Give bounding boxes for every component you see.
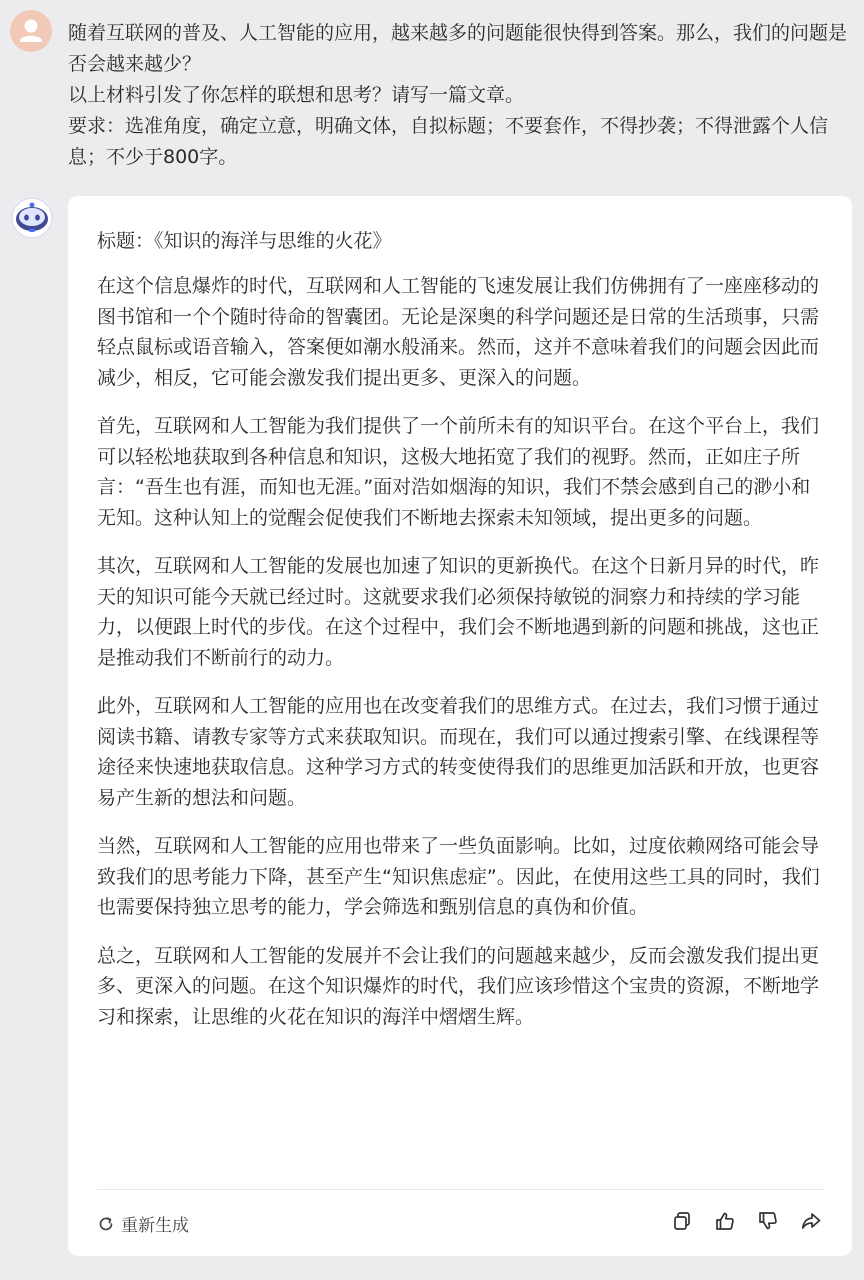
regenerate-button[interactable] xyxy=(97,1211,189,1236)
user-silhouette-icon xyxy=(10,10,52,52)
essay-paragraph: 总之，互联网和人工智能的发展并不会让我们的问题越来越少，反而会激发我们提出更多、更深入的问题。在这个知识爆炸的时代，我们应该珍惜这个宝贵的资源，不断地学习和探索，让思维的火花在知识的海洋中熠熠生辉。 xyxy=(97,944,820,1028)
user-paragraph: 以上材料引发了你怎样的联想和思考？请写一篇文章。 xyxy=(68,84,525,106)
dislike-button[interactable] xyxy=(757,1210,779,1232)
essay-paragraph: 其次，互联网和人工智能的发展也加速了知识的更新换代。在这个日新月异的时代，昨天的知识可能今天就已经过时。这就要求我们必须保持敏锐的洞察力和持续的学习能力，以便跟上时代的步伐。在这个过程中，我们会不断地遇到新的问题和挑战，这也正是推动我们不断前行的动力。 xyxy=(97,555,820,669)
thumbs-down-icon xyxy=(757,1210,779,1232)
copy-icon xyxy=(671,1210,693,1232)
footer-divider xyxy=(97,1189,824,1190)
bot-message-card xyxy=(68,196,852,1256)
share-button[interactable] xyxy=(800,1210,822,1232)
user-avatar xyxy=(10,10,52,52)
like-button[interactable] xyxy=(714,1210,736,1232)
essay-body xyxy=(97,271,827,1050)
user-paragraph: 要求：选准角度，确定立意，明确文体，自拟标题；不要套作，不得抄袭；不得泄露个人信息；不少于800字。 xyxy=(68,115,829,168)
share-icon xyxy=(800,1210,822,1232)
robot-icon xyxy=(10,196,54,240)
refresh-icon xyxy=(97,1215,115,1233)
essay-paragraph: 当然，互联网和人工智能的应用也带来了一些负面影响。比如，过度依赖网络可能会导致我们的思考能力下降，甚至产生“知识焦虑症”。因此，在使用这些工具的同时，我们也需要保持独立思考的能力，学会筛选和甄别信息的真伪和价值。 xyxy=(97,835,820,918)
user-paragraph: 随着互联网的普及、人工智能的应用，越来越多的问题能很快得到答案。那么，我们的问题是否会越来越少？ xyxy=(68,22,848,75)
copy-button[interactable] xyxy=(671,1210,693,1232)
essay-paragraph: 此外，互联网和人工智能的应用也在改变着我们的思维方式。在过去，我们习惯于通过阅读书籍、请教专家等方式来获取知识。而现在，我们可以通过搜索引擎、在线课程等途径来快速地获取信息。这种学习方式的转变使得我们的思维更加活跃和开放，也更容易产生新的想法和问题。 xyxy=(97,695,820,809)
message-actions xyxy=(671,1210,822,1232)
essay-paragraph: 首先，互联网和人工智能为我们提供了一个前所未有的知识平台。在这个平台上，我们可以轻松地获取到各种信息和知识，这极大地拓宽了我们的视野。然而，正如庄子所言：“吾生也有涯，而知也无涯。”面对浩如烟海的知识，我们不禁会感到自己的渺小和无知。这种认知上的觉醒会促使我们不断地去探索未知领域，提出更多的问题。 xyxy=(97,415,820,529)
bot-avatar xyxy=(10,196,54,240)
essay-title: 标题：《知识的海洋与思维的火花》 xyxy=(97,230,392,252)
thumbs-up-icon xyxy=(714,1210,736,1232)
essay-paragraph: 在这个信息爆炸的时代，互联网和人工智能的飞速发展让我们仿佛拥有了一座座移动的图书馆和一个个随时待命的智囊团。无论是深奥的科学问题还是日常的生活琐事，只需轻点鼠标或语音输入，答案便如潮水般涌来。然而，这并不意味着我们的问题会因此而减少，相反，它可能会激发我们提出更多、更深入的问题。 xyxy=(97,275,820,389)
user-message-text xyxy=(68,18,854,173)
regenerate-label: 重新生成 xyxy=(121,1216,189,1236)
